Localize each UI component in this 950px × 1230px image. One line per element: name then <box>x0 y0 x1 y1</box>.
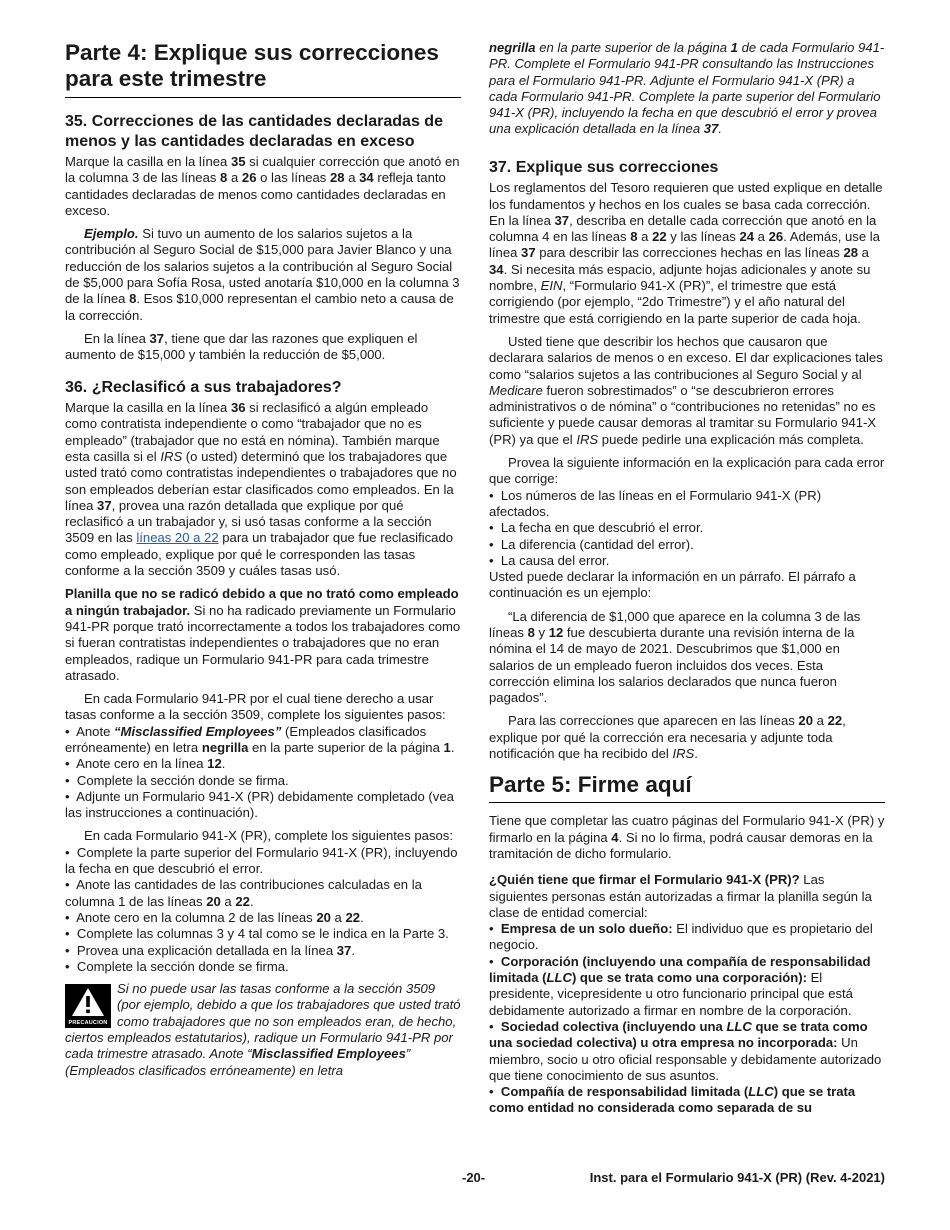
section-37-paragraph-2: Usted tiene que describir los hechos que causaron que declarara salarios de menos o en exceso. El dar explicaciones tales como “salarios sujetos a las contribuciones al Seguro Social y al Medicare fueron sobrestimados” o “se descubrieron errores administrativos o de nómina” o “contribuciones no retenidas” no es suficiente y puede causar demoras al tramitar su Formulario 941-X (PR) ya que el IRS puede pedirle una explicación más completa. <box>489 333 883 447</box>
list-item: • Empresa de un solo dueño: El individuo que es propietario del negocio. <box>489 921 873 953</box>
section-37-paragraph-6: Para las correcciones que aparecen en las líneas 20 a 22, explique por qué la corrección era necesaria y adjunte toda notificación que ha recibido del IRS. <box>489 713 846 762</box>
caution-continuation: negrilla en la parte superior de la página 1 de cada Formulario 941-PR. Complete el Formulario 941-PR consultando las Instrucciones para el Formulario 941-PR. Adjunte el Formulario 941-X (PR) a cada Formulario 941-PR. Complete la parte superior del Formulario 941-X (PR), incluyendo la fecha en que descubrió el error y provea una explicación detallada en la línea 37. <box>489 40 885 137</box>
page-footer <box>0 1170 950 1188</box>
section-35-title: 35. Correcciones de las cantidades declaradas de menos y las cantidades declaradas en exceso <box>65 113 443 150</box>
list-item: • Complete la sección donde se firma. <box>65 958 289 974</box>
section-37-paragraph-3: Provea la siguiente información en la explicación para cada error que corrige: <box>489 455 885 487</box>
right-column <box>489 40 885 1117</box>
caution-icon <box>65 984 111 1028</box>
part5-title: Parte 5: Firme aquí <box>489 772 885 803</box>
section-37-example: “La diferencia de $1,000 que aparece en la columna 3 de las líneas 8 y 12 fue descubierta durante una revisión interna de la nómina el 14 de mayo de 2021. Descubrimos que $1,000 en salarios de un empleado fueron incluidos dos veces. Esta corrección elimina los salarios declarados que nunca fueron pagados”. <box>489 608 861 706</box>
part4-title: Parte 4: Explique sus correcciones para este trimestre <box>65 40 461 98</box>
list-item: • Compañía de responsabilidad limitada (LLC) que se trata como entidad no considerada como separada de su <box>489 1084 856 1116</box>
page-number: -20- <box>462 1170 486 1185</box>
list-item: • Adjunte un Formulario 941-X (PR) debidamente completado (vea las instrucciones a continuación). <box>65 788 454 821</box>
list-item: • Anote las cantidades de las contribuciones calculadas en la columna 1 de las líneas 20 a 22. <box>65 877 422 909</box>
form-941pr-steps-intro: En cada Formulario 941-PR por el cual tiene derecho a usar tasas conforme a la sección 3509, complete los siguientes pasos: <box>65 691 446 723</box>
document-title: Inst. para el Formulario 941-X (PR) (Rev. 4-2021) <box>589 1170 885 1185</box>
planilla-paragraph: Planilla que no se radicó debido a que no trató como empleado a ningún trabajador. Si no ha radicado previamente un Formulario 941-PR porque trató incorrectamente a todos los trabajadores como si fueran contratistas independientes o trabajadores que no eran empleados, radique un Formulario 941-PR para cada trimestre atrasado. <box>65 586 461 683</box>
section-37-paragraph-1: Los reglamentos del Tesoro requieren que usted explique en detalle los fundamentos y hechos en los cuales se basa cada corrección. En la línea 37, describa en detalle cada corrección que anotó en la columna 4 en las líneas 8 a 22 y las líneas 24 a 26. Además, use la línea 37 para describir las correcciones hechas en las líneas 28 a 34. Si necesita más espacio, adjunte hojas adicionales y anote su nombre, EIN, “Formulario 941-X (PR)”, el trimestre que está corrigiendo (por ejemplo, “2do Trimestre”) y el año natural del trimestre que está corrigiendo en la parte superior de cada hoja. <box>489 180 883 326</box>
section-37-title: 37. Explique sus correcciones <box>489 158 719 176</box>
list-item: • Complete la parte superior del Formulario 941-X (PR), incluyendo la fecha en que descubrió el error. <box>65 844 458 877</box>
list-item: • La fecha en que descubrió el error. <box>489 520 704 536</box>
part5-paragraph-1: Tiene que completar las cuatro páginas del Formulario 941-X (PR) y firmarlo en la página 4. Si no lo firma, podrá causar demoras en la tramitación de dicho formulario. <box>489 813 885 861</box>
list-item: • Anote cero en la columna 2 de las líneas 20 a 22. <box>65 909 364 925</box>
list-item: • Anote cero en la línea 12. <box>65 756 226 772</box>
section-35-example: Ejemplo. Si tuvo un aumento de los salarios sujetos a la contribución al Seguro Social de $15,000 para Javier Blanco y una reducción de los salarios sujetos a la contribución al Seguro Social de $5,000 para Sofía Rosa, usted anotaría $10,000 en la columna 3 de la línea 8. Esos $10,000 representan el cambio neto a causa de la corrección. <box>65 226 460 323</box>
list-item: • Sociedad colectiva (incluyendo una LLC que se trata como una sociedad colectiva) u otra empresa no incorporada: Un miembro, socio u otro oficial responsable y debidamente autorizado que tiene conocimiento de sus asuntos. <box>489 1018 882 1083</box>
list-item: • Provea una explicación detallada en la línea 37. <box>65 942 355 958</box>
list-item: • Corporación (incluyendo una compañía de responsabilidad limitada (LLC) que se trata como una corporación): El presidente, vicepresidente u otro funcionario principal que está debidamente autorizado a firmar en nombre de la corporación. <box>489 953 871 1018</box>
section-35-paragraph-3: En la línea 37, tiene que dar las razones que expliquen el aumento de $15,000 y también la reducción de $5,000. <box>65 330 418 363</box>
list-item: • La diferencia (cantidad del error). <box>489 536 694 552</box>
section-36-title: 36. ¿Reclasificó a sus trabajadores? <box>65 378 342 396</box>
list-item: • Anote “Misclassified Employees” (Empleados clasificados erróneamente) en letra negrilla en la parte superior de la página 1. <box>65 723 455 755</box>
caution-note: PRECAUCION Si no puede usar las tasas conforme a la sección 3509 (por ejemplo, debido a que los trabajadores que usted trató como trabajadores que no son empleados eran, de hecho, ciertos empleados estatutarios), radique un Formulario 941-PR por cada trimestre atrasado. Anote “Misclassified Employees” (Empleados clasificados erróneamente) en letra <box>65 981 461 1078</box>
list-item: • Los números de las líneas en el Formulario 941-X (PR) afectados. <box>489 487 822 519</box>
lines-20-22-link[interactable]: líneas 20 a 22 <box>136 530 219 546</box>
list-item: • La causa del error. <box>489 552 610 568</box>
list-item: • Complete la sección donde se firma. <box>65 772 289 788</box>
form-941x-steps-intro: En cada Formulario 941-X (PR), complete los siguientes pasos: <box>84 828 453 844</box>
who-must-sign-paragraph: ¿Quién tiene que firmar el Formulario 941-X (PR)? Las siguientes personas están autorizadas a firmar la planilla según la clase de entidad comercial: <box>489 872 872 920</box>
section-36-paragraph-1: Marque la casilla en la línea 36 si reclasificó a algún empleado como contratista independiente o como “trabajador que no es empleado” (trabajador que no está en nómina). También marque esta casilla si el IRS (o usted) determinó que los trabajadores que usted trató como contratistas independientes o trabajadores que no son empleados deberían estar clasificados como empleados. En la línea 37, provea una razón detallada que explique por qué reclasificó a un trabajador y, si usó tasas conforme a la sección 3509 en las líneas 20 a 22 para un trabajador que fue reclasificado como empleado, explique por qué le corresponden las tasas conforme a la sección 3509 y cuáles tasas usó. <box>65 400 457 579</box>
caution-label: PRECAUCION <box>68 1020 108 1027</box>
section-37-paragraph-4: Usted puede declarar la información en un párrafo. El párrafo a continuación es un ejemplo: <box>489 569 856 601</box>
list-item: • Complete las columnas 3 y 4 tal como se le indica en la Parte 3. <box>65 926 449 942</box>
section-35-paragraph-1: Marque la casilla en la línea 35 si cualquier corrección que anotó en la columna 3 de las líneas 8 a 26 o las líneas 28 a 34 refleja tanto cantidades declaradas de menos como cantidades declaradas en exceso. <box>65 154 460 218</box>
left-column <box>65 40 461 1079</box>
